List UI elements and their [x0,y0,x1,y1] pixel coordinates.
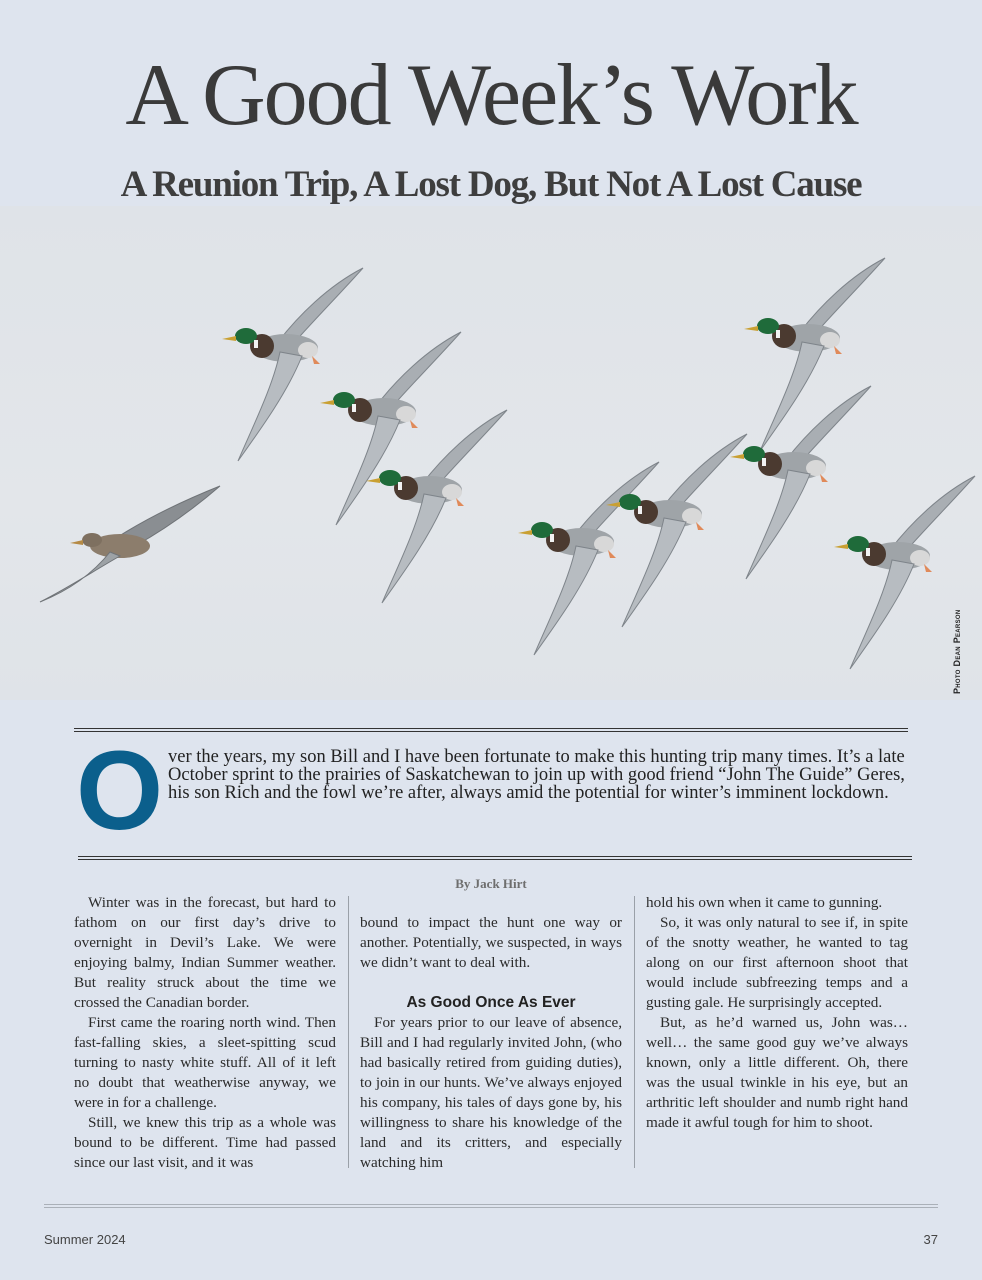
duck-drake-6 [744,258,885,451]
col1-paragraph-1: Winter was in the forecast, but hard to fathom on our first day’s drive to overnight in Devil’s Lake. We were enjoying balmy, Indian Summer weather. But reality struck about the time we crossed the Canadian border. [74,894,336,1011]
col1-paragraph-3: Still, we knew this trip as a whole was bound to be different. Time had passed since our last visit, and it was [74,1114,336,1171]
intro-text: ver the years, my son Bill and I have been fortunate to make this hunting trip many times. It’s a late October sprint to the prairies of Saskatchewan to join up with good friend “John The Guide” Geres, his son Rich and the fowl we’re after, always amid the potential for winter’s imminent lockdown. [168,747,905,803]
photo-credit: Photo Dean Pearson [952,609,962,694]
column-1 [74,893,336,1173]
col3-paragraph-1: hold his own when it came to gunning. [646,894,883,911]
intro-bottom-rule [78,856,912,860]
col1-paragraph-2: First came the roaring north wind. Then fast-falling skies, a sleet-spitting scud turning to nasty white stuff. All of it left no doubt that weatherwise anyway, we were in for a challenge. [74,1014,336,1111]
col2-lead: bound to impact the hunt one way or another. Potentially, we suspected, in ways we didn’t want to deal with. [360,914,622,971]
footer-rule [44,1204,938,1208]
col3-paragraph-2: So, it was only natural to see if, in spite of the snotty weather, he wanted to tag along on our first afternoon shoot that would include subfreezing temps and a gusting gale. He surprisingly accepted. [646,914,908,1011]
duck-drake-1 [222,268,363,461]
intro-top-rule [74,728,908,732]
column-2 [360,913,622,1173]
column-divider-1 [348,896,349,1168]
duck-hen [40,486,220,602]
col2-paragraph: For years prior to our leave of absence, Bill and I had regularly invited John, (who had basically retired from guiding duties), to join in our hunts. We’ve always enjoyed his company, his tales of days gone by, his willingness to share his knowledge of the land and its critters, and especially watching him [360,1014,622,1171]
intro-paragraph [76,728,908,853]
drop-cap: O [76,728,164,853]
article-title: A Good Week’s Work [125,47,857,144]
duck-drake-4 [518,462,659,655]
issue-label: Summer 2024 [44,1232,126,1247]
duck-drake-5 [606,434,747,627]
byline: By Jack Hirt [455,876,527,891]
col3-paragraph-3: But, as he’d warned us, John was… well… the same good guy we’ve always known, only a little different. Oh, there was the usual twinkle in his eye, but an arthritic left shoulder and numb right hand made it awful tough for him to shoot. [646,1014,908,1131]
article-subtitle: A Reunion Trip, A Lost Dog, But Not A Lost Cause [120,164,862,205]
section-heading: As Good Once As Ever [406,994,576,1011]
column-3 [646,893,908,1133]
duck-drake-7 [730,386,871,579]
ducks-photo [0,206,982,700]
column-divider-2 [634,896,635,1168]
page-number: 37 [923,1232,938,1247]
